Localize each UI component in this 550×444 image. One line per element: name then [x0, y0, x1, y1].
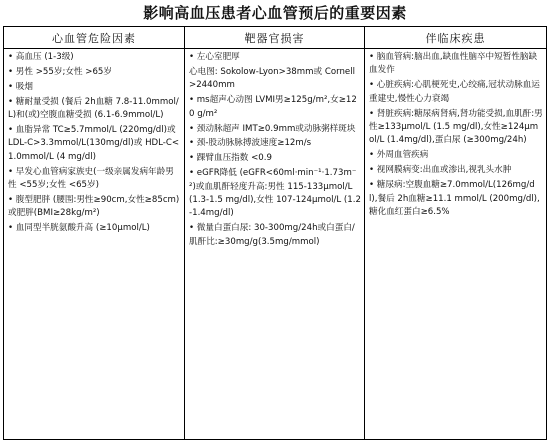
- organ-damage-item: 心电图: Sokolow-Lyon>38mm或 Cornell>2440mm: [189, 66, 355, 91]
- clinical-conditions-cell: [365, 49, 547, 440]
- column-header-target-organ-damage: 靶器官损害: [185, 27, 365, 49]
- organ-damage-item: • 微量白蛋白尿: 30-300mg/24h或白蛋白/肌酐比:≥30mg/g(3.5mg/mmol): [189, 223, 355, 247]
- risk-factor-item: • 血脂异常 TC≥5.7mmol/L (220mg/dl)或 LDL-C>3.3mmol/L(130mg/dl)或 HDL-C<1.0mmol/L (4 mg/dl): [8, 125, 180, 162]
- risk-factors-table: [3, 26, 547, 440]
- clinical-condition-item: • 肾脏疾病:糖尿病肾病,肾功能受损,血肌酐:男性≥133μmol/L (1.5 mg/dl),女性≥124μmol/L (1.4mg/dl),蛋白尿 (≥300mg/24h): [369, 108, 543, 146]
- organ-damage-item: • 颈动脉超声 IMT≥0.9mm或动脉粥样斑块: [189, 123, 356, 134]
- clinical-condition-item: • 脑血管病:脑出血,缺血性脑卒中短暂性脑缺血发作: [369, 52, 538, 76]
- organ-damage-item: • eGFR降低 (eGFR<60ml·min⁻¹·1.73m⁻²)或血肌酐轻度升高:男性 115-133μmol/L (1.3-1.5 mg/dl),女性 107-124μmol/L (1.2-1.4mg/dl): [189, 168, 361, 219]
- organ-damage-item: • ms超声心动图 LVMI男≥125g/m²,女≥120 g/m²: [189, 95, 357, 119]
- column-header-clinical-conditions: 伴临床疾患: [365, 27, 547, 49]
- clinical-condition-item: • 糖尿病:空腹血糖≥7.0mmol/L(126mg/dl),餐后 2h血糖≥11.1 mmol/L (200mg/dl),糖化血红蛋白≥6.5%: [369, 180, 540, 217]
- risk-factor-item: • 腹型肥胖 (腰围:男性≥90cm,女性≥85cm)或肥胖(BMI≥28kg/m²): [8, 195, 180, 219]
- risk-factor-item: • 早发心血管病家族史(一级亲属发病年龄男性 <55岁;女性 <65岁): [8, 166, 174, 191]
- organ-damage-item: • 颈-股动脉脉搏波速度≥12m/s: [189, 138, 312, 149]
- content-row: [4, 49, 547, 440]
- clinical-condition-item: • 视网膜病变:出血或渗出,视乳头水肿: [369, 165, 512, 176]
- page-title: 影响高血压患者心血管预后的重要因素: [143, 4, 407, 22]
- risk-factor-item: • 吸烟: [8, 81, 33, 92]
- header-row: [4, 27, 547, 49]
- risk-factor-item: • 糖耐量受损 (餐后 2h血糖 7.8-11.0mmol/L)和(或)空腹血糖受损 (6.1-6.9mmol/L): [8, 96, 179, 121]
- organ-damage-item: • 踝臂血压指数 <0.9: [189, 153, 272, 164]
- clinical-condition-item: • 心脏疾病:心肌梗死史,心绞痛,冠状动脉血运重建史,慢性心力衰竭: [369, 80, 540, 104]
- column-header-risk-factors: 心血管危险因素: [4, 27, 185, 49]
- clinical-condition-item: • 外周血管疾病: [369, 150, 429, 161]
- risk-factor-item: • 高血压 (1-3级): [8, 52, 74, 62]
- risk-factors-cell: [4, 49, 185, 440]
- risk-factor-item: • 血同型半胱氨酸升高 (≥10μmol/L): [8, 223, 150, 234]
- target-organ-damage-cell: [185, 49, 365, 440]
- organ-damage-item: • 左心室肥厚: [189, 52, 240, 62]
- risk-factor-item: • 男性 >55岁;女性 >65岁: [8, 66, 112, 77]
